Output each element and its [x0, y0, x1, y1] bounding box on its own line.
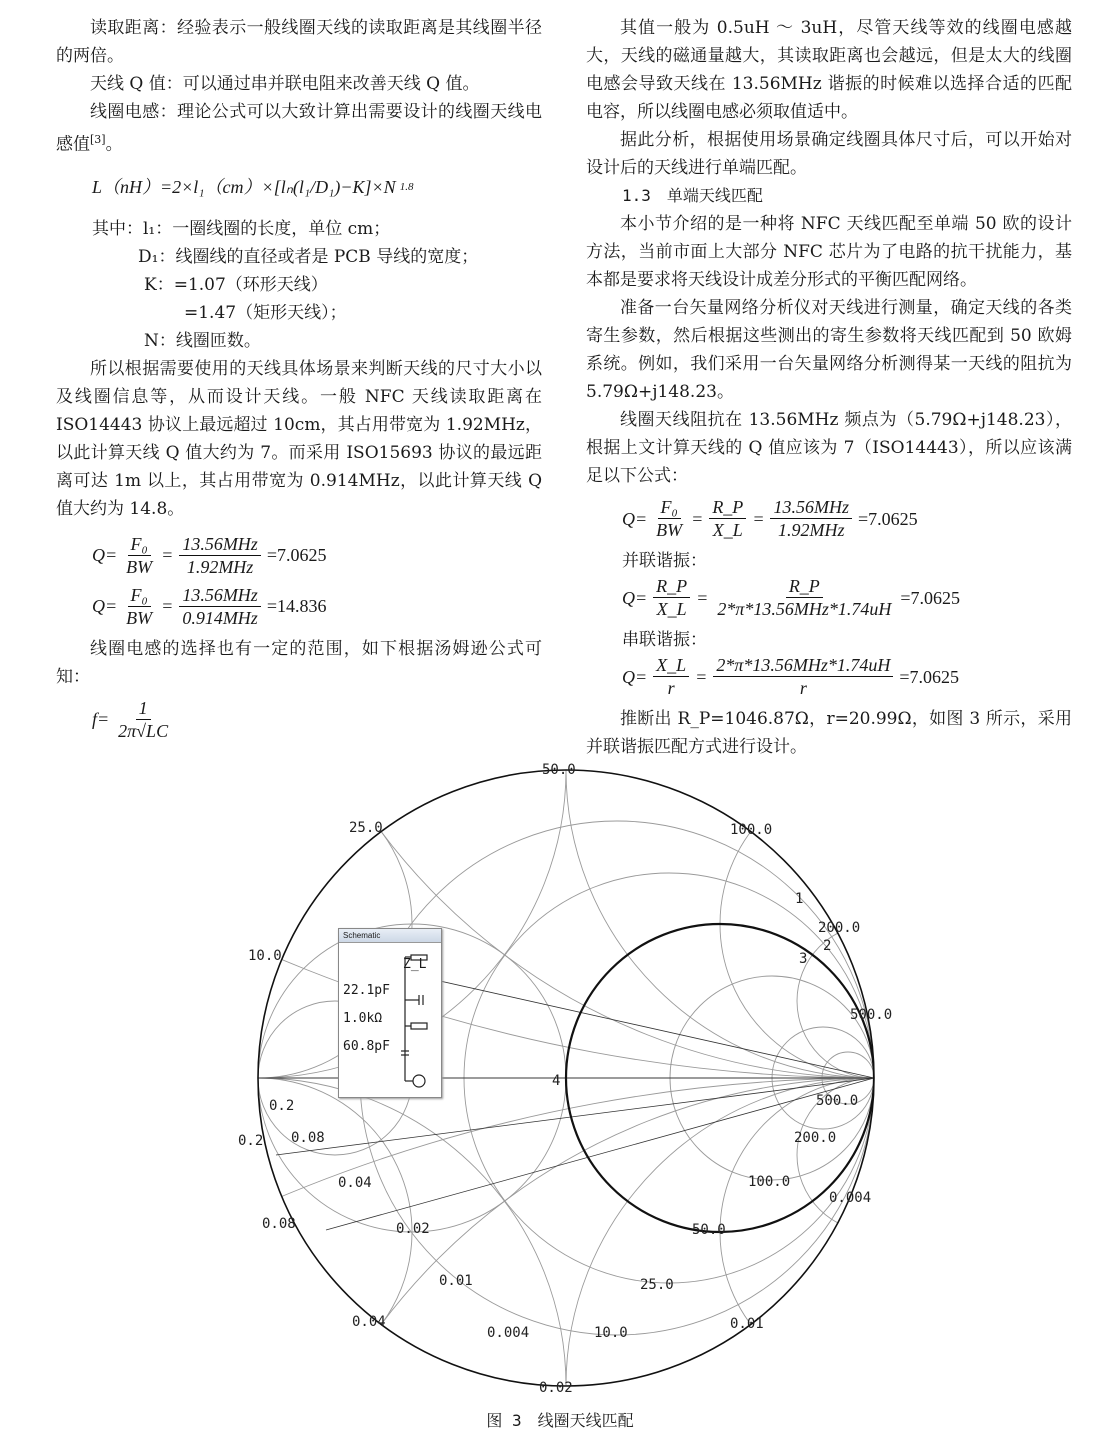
definition-n: N：线圈匝数。: [144, 330, 261, 351]
q-formula-1: Q= $\frac{\text{F₀}}{BW}$ = $\frac{\text{13.56MHz}}{\text{1.92MHz}}$ =7.0625: [92, 533, 327, 577]
label-0.08b: 0.08: [262, 1216, 296, 1232]
label-25: 25.0: [349, 820, 383, 836]
schematic-title: Schematic: [339, 929, 441, 943]
label-50: 50.0: [542, 762, 576, 778]
paragraph: 准备一台矢量网络分析仪对天线进行测量，确定天线的各类寄生参数，然后根据这些测出的寄生参数将天线匹配到 50 欧姆系统。例如，我们采用一台矢量网络分析测得某一天线的阻抗为 5.79Ω+j148.23。: [586, 298, 1072, 402]
label-0.2b: 0.2: [238, 1133, 264, 1149]
q-formula-2: Q= $\frac{\text{F₀}}{BW}$ = $\frac{\text{13.56MHz}}{\text{0.914MHz}}$ =14.836: [92, 584, 327, 628]
paragraph: 线圈电感：理论公式可以大致计算出需要设计的线圈天线电感值[3]。: [56, 102, 542, 155]
left-column: [56, 14, 542, 748]
label-25b: 25.0: [640, 1277, 674, 1293]
series-label: 串联谐振：: [622, 630, 707, 650]
inductance-formula: L（nH）=2×l₁（cm）×[lₙ(l₁/D₁)−K]×N 1.8: [92, 176, 414, 197]
schematic-panel: [338, 928, 442, 1098]
label-1: 1: [795, 891, 804, 907]
definition-l1: 其中：l₁：一圈线圈的长度，单位 cm；: [92, 218, 391, 239]
label-0.04a: 0.04: [338, 1175, 372, 1191]
label-0.02b: 0.02: [539, 1380, 573, 1396]
label-200: 200.0: [818, 920, 861, 936]
q-formula-3: Q= $\frac{\text{F₀}}{BW}$ = $\frac{R\_P}{X\_L}$ = $\frac{\text{13.56MHz}}{\text{1.92MHz}}$ =7.0625: [622, 497, 918, 540]
paragraph: 线圈天线阻抗在 13.56MHz 频点为（5.79Ω+j148.23），根据上文计算天线的 Q 值应该为 7（ISO14443），所以应该满足以下公式：: [586, 410, 1072, 486]
series-formula: Q= $\frac{X\_L}{r}$ = $\frac{\text{2*π*13.56MHz*1.74uH}}{r}$ =7.0625: [622, 655, 959, 698]
label-4: 4: [552, 1073, 561, 1089]
label-0.08a: 0.08: [291, 1130, 325, 1146]
label-2: 2: [823, 938, 832, 954]
paragraph: 推断出 R_P=1046.87Ω，r=20.99Ω，如图 3 所示，采用并联谐振匹配方式进行设计。: [586, 709, 1072, 757]
paragraph: 天线 Q 值：可以通过串并联电阻来改善天线 Q 值。: [90, 74, 480, 94]
paragraph: 其值一般为 0.5uH ～ 3uH，尽管天线等效的线圈电感越大，天线的磁通量越大，其读取距离也会越远，但是太大的线圈电感会导致天线在 13.56MHz 谐振的时候难以选择合适的匹配电容，所以线圈电感必须取值适中。: [586, 18, 1072, 122]
schematic-wiring: [399, 951, 435, 1091]
paragraph: 本小节介绍的是一种将 NFC 天线匹配至单端 50 欧的设计方法，当前市面上大部分 NFC 芯片为了电路的抗干扰能力，基本都是要求将天线设计成差分形式的平衡匹配网络。: [586, 214, 1072, 290]
section-heading: 1.3 单端天线匹配: [622, 186, 763, 205]
paragraph: 线圈电感的选择也有一定的范围，如下根据汤姆逊公式可知：: [56, 638, 542, 687]
label-0.04b: 0.04: [352, 1314, 386, 1330]
label-0.02a: 0.02: [396, 1221, 430, 1237]
label-10b: 10.0: [594, 1325, 628, 1341]
right-column: [586, 14, 1072, 761]
label-500: 500.0: [850, 1007, 893, 1023]
label-100: 100.0: [730, 822, 773, 838]
cap1-label: 22.1pF: [343, 983, 390, 998]
definition-k: K：=1.07（环形天线）: [144, 274, 328, 295]
parallel-formula: Q= $\frac{R\_P}{X\_L}$ = $\frac{R\_P}{\text{2*π*13.56MHz*1.74uH}}$ =7.0625: [622, 576, 960, 619]
label-0.01b: 0.01: [730, 1316, 764, 1332]
label-200b: 200.0: [794, 1130, 837, 1146]
definitions-list: [92, 215, 542, 355]
thomson-formula: f= $\frac{1}{2\pi√LC}$: [92, 697, 169, 741]
paragraph: 据此分析，根据使用场景确定线圈具体尺寸后，可以开始对设计后的天线进行单端匹配。: [586, 130, 1072, 178]
paragraph: 读取距离：经验表示一般线圈天线的读取距离是其线圈半径的两倍。: [56, 18, 542, 66]
label-10: 10.0: [248, 948, 282, 964]
paragraph: 所以根据需要使用的天线具体场景来判断天线的尺寸大小以及线圈信息等，从而设计天线。一般 NFC 天线读取距离在 ISO14443 协议上最远超过 10cm，其占用带宽为 1.92MHz，以此计算天线 Q 值大约为 7。而采用 ISO15693 协议的最远距离可达 1m 以上，其占用带宽为 0.914MHz，以此计算天线 Q 值大约为 14.8。: [56, 358, 542, 519]
label-0.2a: 0.2: [269, 1098, 295, 1114]
definition-d1: D₁：线圈线的直径或者是 PCB 导线的宽度；: [138, 246, 479, 267]
cap2-label: 60.8pF: [343, 1039, 390, 1054]
label-0.01a: 0.01: [439, 1273, 473, 1289]
figure-caption: 图 3 线圈天线匹配: [486, 1411, 634, 1430]
label-0.004b: 0.004: [487, 1325, 530, 1341]
label-50b: 50.0: [692, 1222, 726, 1238]
label-500b: 500.0: [816, 1093, 859, 1109]
load-label: Z_L: [403, 957, 427, 972]
resistor-label: 1.0kΩ: [343, 1011, 383, 1026]
label-100b: 100.0: [748, 1174, 791, 1190]
label-0.004a: 0.004: [829, 1190, 872, 1206]
definition-k2: =1.47（矩形天线）；: [184, 302, 347, 323]
parallel-label: 并联谐振：: [622, 551, 707, 571]
label-3: 3: [799, 951, 808, 967]
